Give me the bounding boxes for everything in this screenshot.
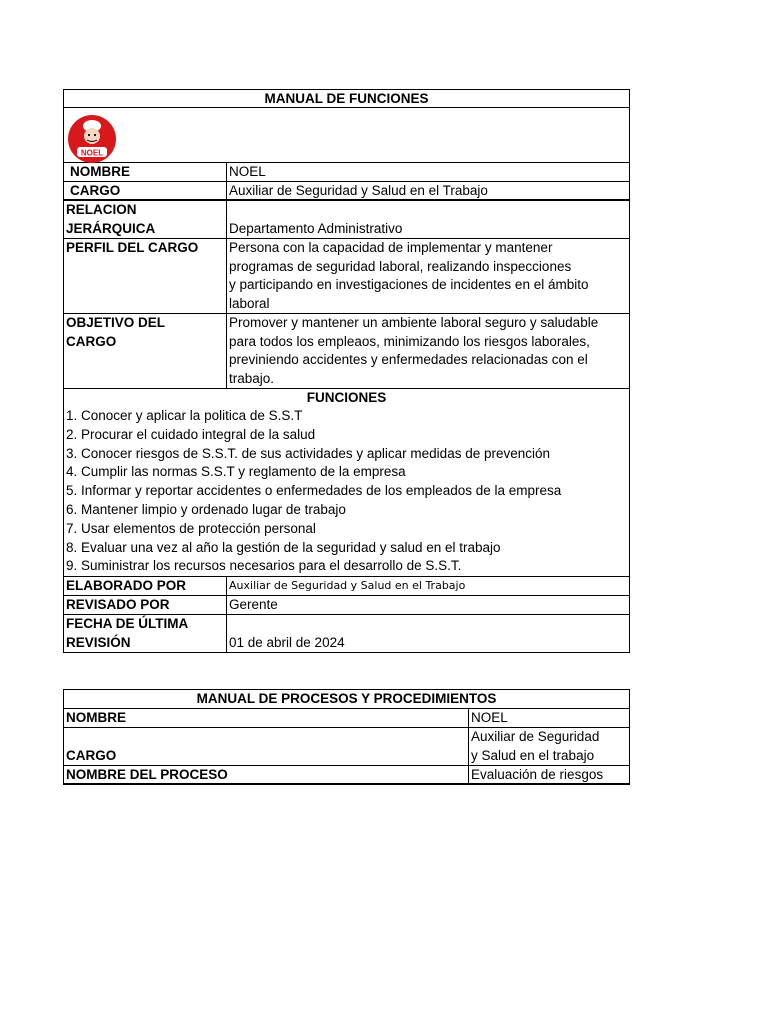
procesos-proceso-label: NOMBRE DEL PROCESO [64, 766, 469, 783]
procesos-cargo-value [469, 728, 629, 765]
objetivo-line: Promover y mantener un ambiente laboral seguro y saludable [229, 315, 599, 330]
procesos-nombre-row [63, 709, 630, 728]
elaborado-value: Auxiliar de Seguridad y Salud en el Trabajo [229, 579, 466, 592]
relacion-row [63, 201, 630, 239]
objetivo-label-line: CARGO [66, 333, 117, 349]
funcion-item: 6. Mantener limpio y ordenado lugar de trabajo [66, 501, 346, 517]
funciones-title-row [63, 89, 630, 108]
procesos-cargo-line: Auxiliar de Seguridad [471, 729, 600, 744]
svg-text:NOEL: NOEL [80, 148, 104, 158]
fecha-label-line: FECHA DE ÚLTIMA [66, 616, 189, 631]
procesos-cargo-label-text: CARGO [66, 747, 117, 763]
noel-chef-logo-icon [67, 114, 117, 164]
elaborado-row [63, 577, 630, 596]
funciones-title: FUNCIONES [306, 390, 387, 405]
funciones-list [64, 407, 629, 576]
objetivo-label-line: OBJETIVO DEL [66, 315, 166, 330]
procesos-proceso-value: Evaluación de riesgos [471, 767, 604, 782]
elaborado-label: ELABORADO POR [64, 577, 227, 595]
fecha-label-line: REVISIÓN [66, 634, 131, 650]
procesos-nombre-label: NOMBRE [64, 709, 469, 727]
perfil-line: programas de seguridad laboral, realizando inspecciones [229, 258, 572, 274]
objetivo-row [63, 314, 630, 389]
procesos-cargo-label [64, 728, 469, 765]
funcion-item: 5. Informar y reportar accidentes o enfermedades de los empleados de la empresa [66, 483, 562, 499]
perfil-line: y participando en investigaciones de incidentes en el ámbito [229, 277, 589, 292]
manual-procesos-title: MANUAL DE PROCESOS Y PROCEDIMIENTOS [196, 691, 497, 706]
relacion-value [227, 201, 629, 238]
fecha-label [64, 615, 227, 652]
cargo-row [63, 182, 630, 201]
fecha-value [227, 615, 629, 652]
nombre-row [63, 163, 630, 182]
objetivo-value [227, 314, 629, 388]
fecha-row [63, 615, 630, 653]
funcion-item: 3. Conocer riesgos de S.S.T. de sus actividades y aplicar medidas de prevención [66, 445, 551, 461]
nombre-value: NOEL [229, 164, 266, 179]
funcion-item: 9. Suministrar los recursos necesarios para el desarrollo de S.S.T. [66, 558, 462, 574]
procesos-cargo-row [63, 728, 630, 766]
funcion-item: 7. Usar elementos de protección personal [66, 520, 316, 536]
fecha-value-text: 01 de abril de 2024 [229, 634, 345, 650]
manual-funciones-table [63, 89, 630, 653]
funciones-row [63, 389, 630, 577]
perfil-value [227, 239, 629, 313]
funcion-item: 4. Cumplir las normas S.S.T y reglamento de la empresa [66, 464, 406, 480]
perfil-label: PERFIL DEL CARGO [64, 239, 227, 313]
perfil-line: Persona con la capacidad de implementar y mantener [229, 240, 553, 255]
perfil-row [63, 239, 630, 314]
cargo-value: Auxiliar de Seguridad y Salud en el Trabajo [229, 183, 488, 198]
procesos-title-row [63, 689, 630, 709]
procesos-proceso-row [63, 766, 630, 785]
nombre-label: NOMBRE [64, 163, 227, 181]
objetivo-line: previniendo accidentes y enfermedades relacionadas con el [229, 352, 588, 367]
manual-funciones-title: MANUAL DE FUNCIONES [264, 91, 429, 106]
procesos-cargo-line: y Salud en el trabajo [471, 747, 595, 763]
manual-procesos-table [63, 689, 630, 785]
relacion-value-text: Departamento Administrativo [229, 220, 403, 236]
objetivo-line: trabajo. [229, 370, 275, 386]
relacion-label-line: JERÁRQUICA [66, 220, 156, 236]
revisado-label: REVISADO POR [64, 596, 227, 614]
funcion-item: 2. Procurar el cuidado integral de la salud [66, 426, 316, 442]
relacion-label [64, 201, 227, 238]
funcion-item: 1. Conocer y aplicar la politica de S.S.T [66, 408, 303, 423]
objetivo-line: para todos los empleaos, minimizando los riesgos laborales, [229, 333, 590, 349]
objetivo-label [64, 314, 227, 388]
revisado-row [63, 596, 630, 615]
cargo-label: CARGO [64, 182, 227, 199]
procesos-nombre-value: NOEL [471, 710, 508, 725]
logo-row [63, 108, 630, 163]
revisado-value: Gerente [229, 597, 278, 612]
perfil-line: laboral [229, 295, 270, 311]
funcion-item: 8. Evaluar una vez al año la gestión de la seguridad y salud en el trabajo [66, 539, 501, 555]
relacion-label-line: RELACION [66, 202, 137, 217]
